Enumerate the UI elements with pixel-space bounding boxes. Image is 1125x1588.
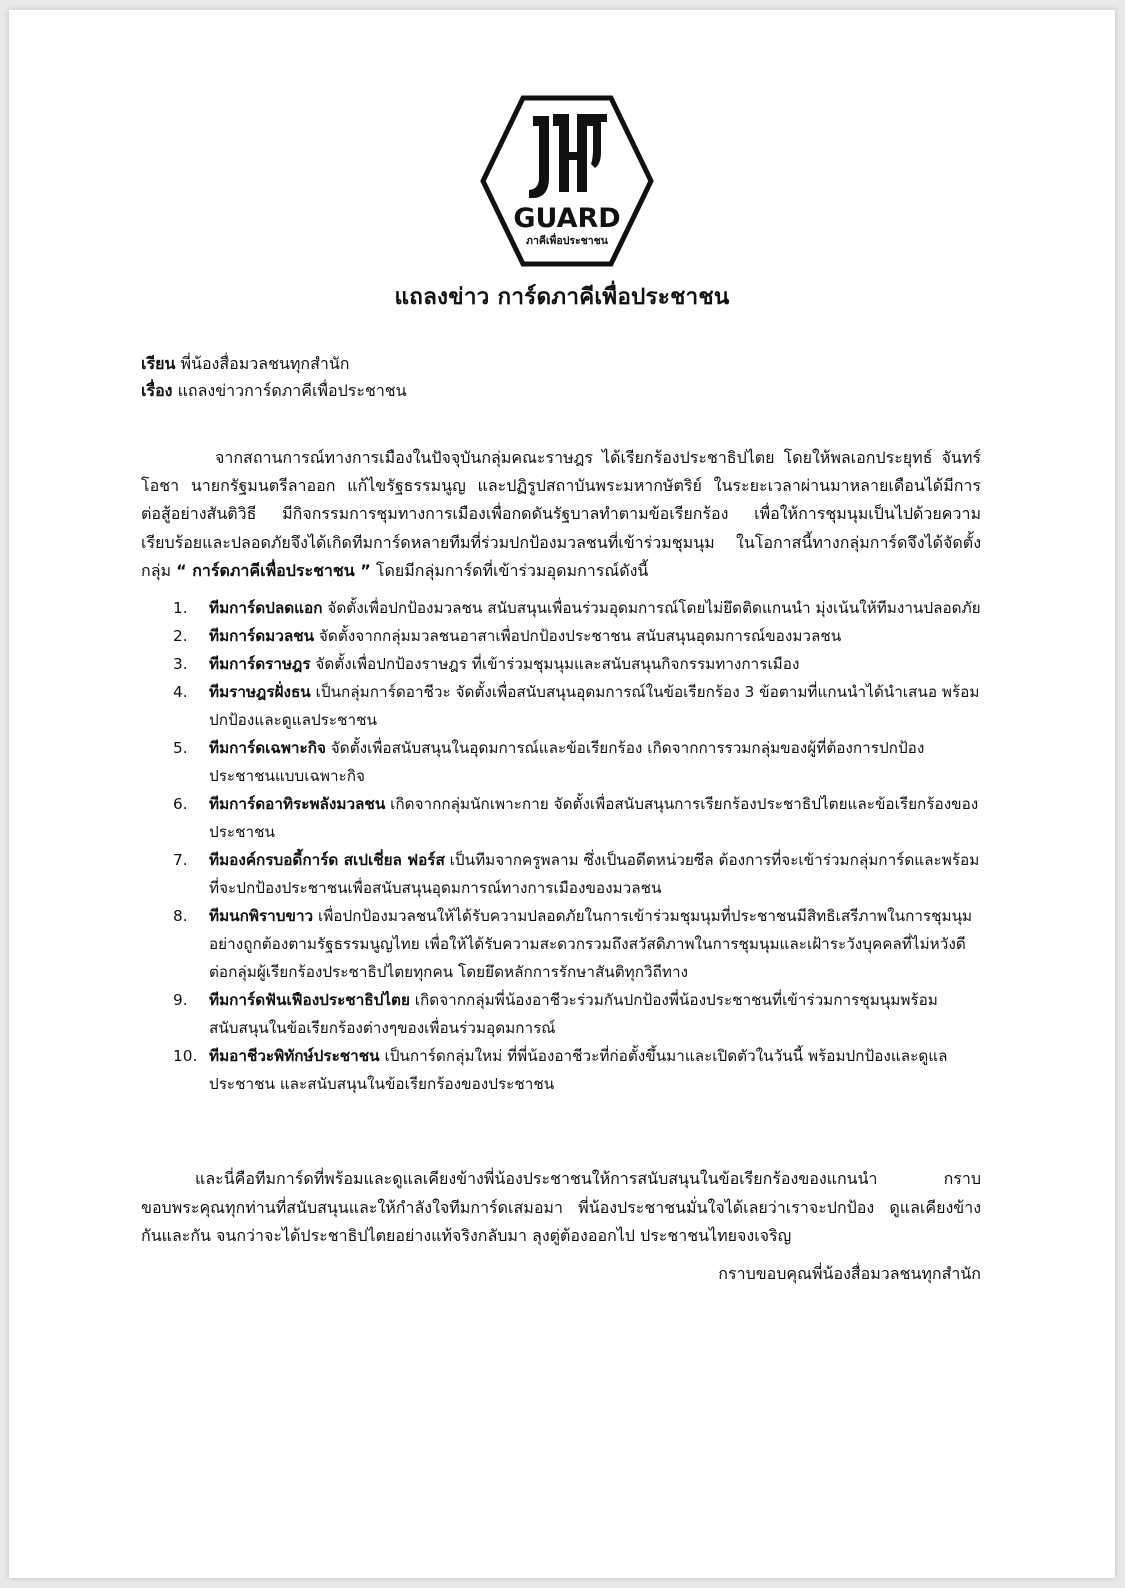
list-item — [141, 678, 981, 734]
team-name: ทีมนกพิราบขาว — [209, 907, 314, 925]
team-description: เป็นทีมจากครูพลาม ซึ่งเป็นอดีตหน่วยซีล ต้องการที่จะเข้าร่วมกลุ่มการ์ดและพร้อมที่จะปกป้องประชาชนเพื่อสนับสนุนอุดมการณ์ทางการเมืองของมวลชน — [209, 851, 980, 897]
list-item — [141, 846, 981, 902]
intro-text-after: โดยมีกลุ่มการ์ดที่เข้าร่วมอุดมการณ์ดังนี้ — [370, 560, 649, 580]
team-description: เป็นกลุ่มการ์ดอาชีวะ จัดตั้งเพื่อสนับสนุนอุดมการณ์ในข้อเรียกร้อง 3 ข้อตามที่แกนนำได้นำเสนอ พร้อมปกป้องและดูแลประชาชน — [209, 683, 980, 729]
addressee-label: เรียน — [141, 354, 176, 373]
team-name: ทีมราษฎรฝั่งธน — [209, 683, 311, 701]
team-description: จัดตั้งเพื่อปกป้องมวลชน สนับสนุนเพื่อนร่วมอุดมการณ์โดยไม่ยึดติดแกนนำ มุ่งเน้นให้ทีมงานปลอดภัย — [322, 599, 981, 617]
logo-subtitle-text: ภาคีเพื่อประชาชน — [526, 235, 608, 247]
team-name: ทีมการ์ดปลดแอก — [209, 599, 323, 617]
team-name: ทีมการ์ดราษฎร — [209, 655, 311, 673]
team-number: 5. — [173, 739, 188, 757]
list-item — [141, 902, 981, 986]
intro-group-name: “ การ์ดภาคีเพื่อประชาชน ” — [176, 560, 371, 580]
team-number: 9. — [173, 991, 188, 1009]
list-item — [141, 650, 981, 678]
team-name: ทีมการ์ดฟันเฟืองประชาธิปไตย — [209, 991, 410, 1009]
list-item — [141, 622, 981, 650]
team-description: เพื่อปกป้องมวลชนให้ได้รับความปลอดภัยในการเข้าร่วมชุมนุมที่ประชาชนมีสิทธิเสรีภาพในการชุมนุมอย่างถูกต้องตามรัฐธรรมนูญไทย เพื่อให้ได้รับความสะดวกรวมถึงสวัสดิภาพในการชุมนุมและเฝ้าระวังบุคคลที่ไม่หวังดีต่อกลุ่มผู้เรียกร้องประชาธิปไตยทุกคน โดยยึดหลักการรักษาสันติทุกวิถีทาง — [209, 907, 973, 981]
intro-paragraph — [141, 444, 981, 585]
team-name: ทีมองค์กรบอดี้การ์ด สเปเชี่ยล ฟอร์ส — [209, 851, 445, 869]
subject-value: แถลงข่าวการ์ดภาคีเพื่อประชาชน — [172, 381, 407, 400]
team-number: 6. — [173, 795, 188, 813]
signoff-line: กราบขอบคุณพี่น้องสื่อมวลชนทุกสำนัก — [718, 1264, 981, 1283]
team-number: 8. — [173, 907, 188, 925]
list-item — [141, 790, 981, 846]
subject-line — [141, 377, 407, 404]
list-item — [141, 1042, 981, 1098]
team-description: จัดตั้งเพื่อสนับสนุนในอุดมการณ์และข้อเรียกร้อง เกิดจากการรวมกลุ่มของผู้ที่ต้องการปกป้องประชาชนแบบเฉพาะกิจ — [209, 739, 925, 785]
team-description: เกิดจากกลุ่มนักเพาะกาย จัดตั้งเพื่อสนับสนุนการเรียกร้องประชาธิปไตยและข้อเรียกร้องของประชาชน — [209, 795, 979, 841]
list-item — [141, 986, 981, 1042]
logo-guard-text: GUARD — [513, 203, 621, 234]
page-title: แถลงข่าว การ์ดภาคีเพื่อประชาชน — [394, 284, 730, 310]
intro-text-before: จากสถานการณ์ทางการเมืองในปัจจุบันกลุ่มคณะราษฎร ได้เรียกร้องประชาธิปไตย โดยให้พลเอกประยุทธ์ จันทร์โอชา นายกรัฐมนตรีลาออก แก้ไขรัฐธรรมนูญ และปฏิรูปสถาบันพระมหากษัตริย์ ในระยะเวลาผ่านมาหลายเดือนได้มีการต่อสู้อย่างสันติวิธี มีกิจกรรมการชุมทางการเมืองเพื่อกดดันรัฐบาลทำตามข้อเรียกร้อง เพื่อให้การชุมนุมเป็นไปด้วยความเรียบร้อยและปลอดภัยจึงได้เกิดทีมการ์ดหลายทีมที่ร่วมปกป้องมวลชนที่เข้าร่วมชุมนุม ในโอกาสนี้ทางกลุ่มการ์ดจึงได้จัดตั้งกลุ่ม — [141, 448, 981, 580]
team-list — [141, 594, 981, 1098]
team-number: 2. — [173, 627, 188, 645]
team-name: ทีมอาชีวะพิทักษ์ประชาชน — [209, 1047, 380, 1065]
team-number: 1. — [173, 599, 188, 617]
team-description: จัดตั้งเพื่อปกป้องราษฎร ที่เข้าร่วมชุมนุมและสนับสนุนกิจกรรมทางการเมือง — [310, 655, 800, 673]
team-name: ทีมการ์ดมวลชน — [209, 627, 315, 645]
team-description: จัดตั้งจากกลุ่มมวลชนอาสาเพื่อปกป้องประชาชน สนับสนุนอุดมการณ์ของมวลชน — [314, 627, 842, 645]
subject-label: เรื่อง — [141, 381, 173, 400]
hexagon-guard-logo-icon — [479, 92, 655, 270]
document-page — [9, 10, 1115, 1578]
list-item — [141, 594, 981, 622]
addressee-value: พี่น้องสื่อมวลชนทุกสำนัก — [175, 354, 350, 373]
team-number: 7. — [173, 851, 188, 869]
team-number: 10. — [173, 1047, 198, 1065]
team-number: 3. — [173, 655, 188, 673]
list-item — [141, 734, 981, 790]
addressee-line — [141, 350, 407, 377]
team-number: 4. — [173, 683, 188, 701]
team-description: เป็นการ์ดกลุ่มใหม่ ที่พี่น้องอาชีวะที่ก่อตั้งขึ้นมาและเปิดตัวในวันนี้ พร้อมปกป้องและดูแลประชาชน และสนับสนุนในข้อเรียกร้องของประชาชน — [209, 1047, 948, 1093]
team-description: เกิดจากกลุ่มพี่น้องอาชีวะร่วมกันปกป้องพี่น้องประชาชนที่เข้าร่วมการชุมนุมพร้อมสนับสนุนในข้อเรียกร้องต่างๆของเพื่อนร่วมอุดมการณ์ — [209, 991, 938, 1037]
letter-meta — [141, 350, 407, 404]
team-name: ทีมการ์ดเฉพาะกิจ — [209, 739, 326, 757]
team-name: ทีมการ์ดอาทิระพลังมวลชน — [209, 795, 386, 813]
closing-paragraph: และนี่คือทีมการ์ดที่พร้อมและดูแลเคียงข้างพี่น้องประชาชนให้การสนับสนุนในข้อเรียกร้องของแกนนำ กราบขอบพระคุณทุกท่านที่สนับสนุนและให้กำลังใจทีมการ์ดเสมอมา พี่น้องประชาชนมั่นใจได้เลยว่าเราจะปกป้อง ดูแลเคียงข้างกันและกัน จนกว่าจะได้ประชาธิปไตยอย่างแท้จริงกลับมา ลุงตู่ต้องออกไป ประชาชนไทยจงเจริญ — [141, 1169, 981, 1245]
